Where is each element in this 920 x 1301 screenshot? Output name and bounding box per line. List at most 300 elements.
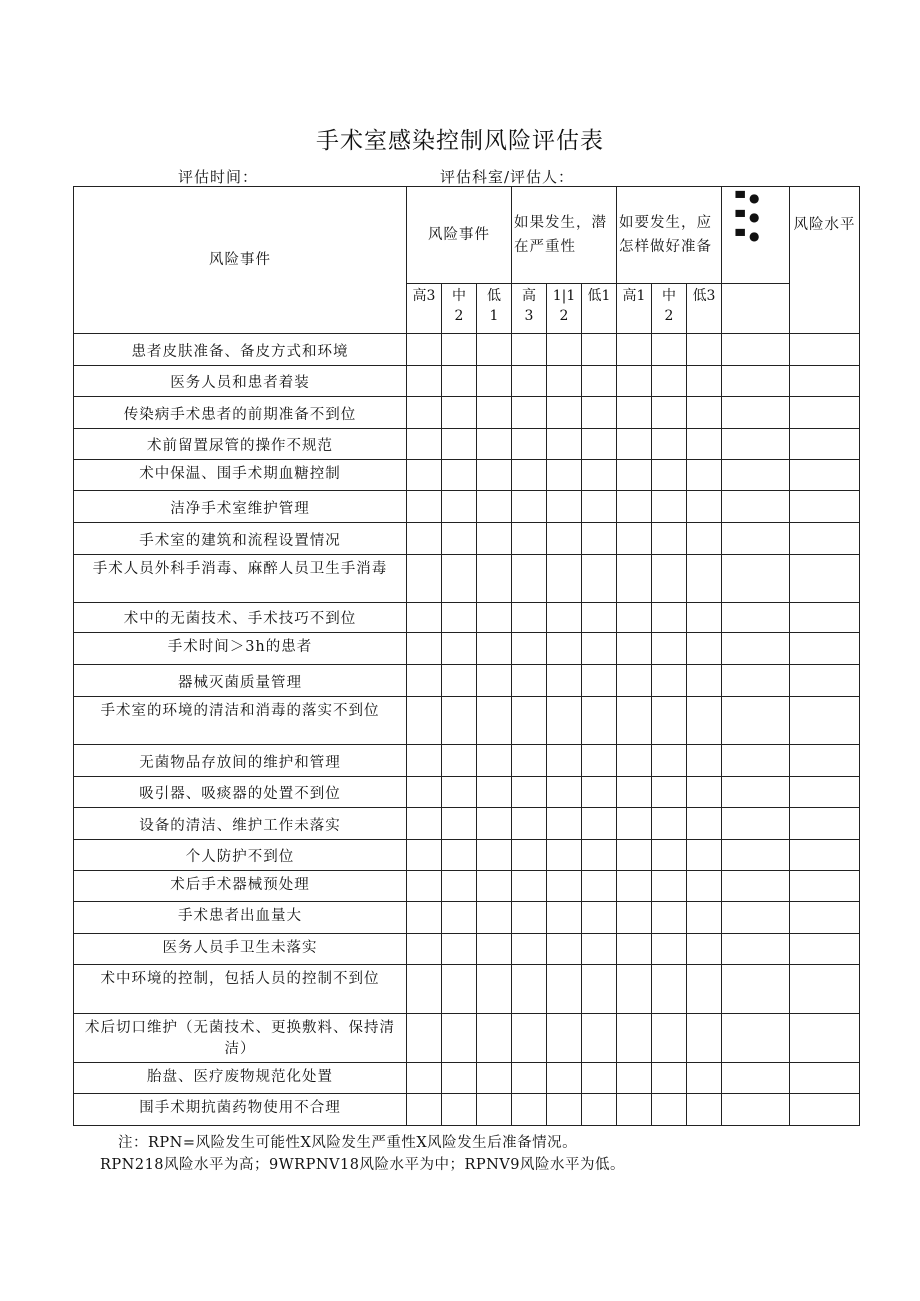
score-cell[interactable] [407,429,442,460]
score-cell[interactable] [722,1014,790,1063]
score-cell[interactable] [442,633,477,665]
score-cell[interactable] [617,555,652,603]
score-cell[interactable] [407,777,442,808]
table-row [74,397,860,429]
score-cell[interactable] [652,1014,687,1063]
table-row [74,871,860,902]
score-cell[interactable] [477,366,512,397]
score-cell[interactable] [547,697,582,745]
risk-event-cell: 术中的无菌技术、手术技巧不到位 [74,603,407,633]
score-cell[interactable] [547,840,582,871]
score-cell[interactable] [687,1094,722,1126]
score-cell[interactable] [722,555,790,603]
score-cell[interactable] [477,840,512,871]
score-cell[interactable] [617,334,652,366]
score-cell[interactable] [652,491,687,523]
score-cell[interactable] [477,633,512,665]
score-cell[interactable] [722,934,790,965]
table-row [74,523,860,555]
score-cell[interactable] [790,366,860,397]
score-cell[interactable] [407,1063,442,1094]
score-cell[interactable] [512,397,547,429]
score-cell[interactable] [687,1063,722,1094]
score-cell[interactable] [652,460,687,491]
score-cell[interactable] [617,366,652,397]
score-cell[interactable] [442,334,477,366]
score-cell[interactable] [477,934,512,965]
score-cell[interactable] [790,697,860,745]
score-cell[interactable] [547,555,582,603]
score-cell[interactable] [790,840,860,871]
score-cell[interactable] [722,1094,790,1126]
score-cell[interactable] [477,697,512,745]
risk-event-cell: 术中环境的控制，包括人员的控制不到位 [74,965,407,1014]
score-cell[interactable] [790,777,860,808]
score-cell[interactable] [547,603,582,633]
score-cell[interactable] [512,633,547,665]
score-cell[interactable] [790,523,860,555]
score-cell[interactable] [582,808,617,840]
score-cell[interactable] [582,697,617,745]
score-cell[interactable] [722,523,790,555]
score-cell[interactable] [512,523,547,555]
sub-header-severity-mid: 1|1 2 [547,284,582,334]
score-cell[interactable] [617,965,652,1014]
score-cell[interactable] [477,603,512,633]
score-cell[interactable] [687,429,722,460]
score-cell[interactable] [512,777,547,808]
score-cell[interactable] [652,429,687,460]
score-cell[interactable] [722,965,790,1014]
table-row [74,965,860,1014]
score-cell[interactable] [442,523,477,555]
score-cell[interactable] [407,1094,442,1126]
score-cell[interactable] [652,633,687,665]
score-cell[interactable] [582,1014,617,1063]
score-cell[interactable] [790,965,860,1014]
header-severity-group: 如果发生，潜在严重性 [512,187,617,284]
score-cell[interactable] [687,934,722,965]
dot-marks-icon: ▀ ● ▀ ● ▀ ● [735,191,760,243]
score-cell[interactable] [407,965,442,1014]
score-cell[interactable] [617,934,652,965]
score-cell[interactable] [547,777,582,808]
risk-event-cell: 术前留置尿管的操作不规范 [74,429,407,460]
risk-event-cell: 传染病手术患者的前期准备不到位 [74,397,407,429]
header-blank-group [722,187,790,284]
score-cell[interactable] [617,1014,652,1063]
score-cell[interactable] [512,665,547,697]
score-cell[interactable] [687,460,722,491]
table-row [74,1094,860,1126]
score-cell[interactable] [582,633,617,665]
score-cell[interactable] [442,1063,477,1094]
risk-event-cell: 洁净手术室维护管理 [74,491,407,523]
score-cell[interactable] [477,902,512,934]
score-cell[interactable] [652,523,687,555]
score-cell[interactable] [652,1063,687,1094]
score-cell[interactable] [790,603,860,633]
table-row [74,902,860,934]
score-cell[interactable] [442,745,477,777]
score-cell[interactable] [477,1063,512,1094]
score-cell[interactable] [790,1014,860,1063]
score-cell[interactable] [722,366,790,397]
score-cell[interactable] [652,397,687,429]
score-cell[interactable] [407,745,442,777]
score-cell[interactable] [687,555,722,603]
score-cell[interactable] [722,633,790,665]
score-cell[interactable] [442,366,477,397]
score-cell[interactable] [582,665,617,697]
score-cell[interactable] [687,334,722,366]
score-cell[interactable] [477,460,512,491]
score-cell[interactable] [512,808,547,840]
score-cell[interactable] [582,840,617,871]
score-cell[interactable] [582,555,617,603]
score-cell[interactable] [512,902,547,934]
score-cell[interactable] [407,460,442,491]
score-cell[interactable] [652,840,687,871]
score-cell[interactable] [722,397,790,429]
score-cell[interactable] [687,871,722,902]
score-cell[interactable] [442,555,477,603]
score-cell[interactable] [477,555,512,603]
score-cell[interactable] [477,745,512,777]
score-cell[interactable] [790,460,860,491]
score-cell[interactable] [582,745,617,777]
score-cell[interactable] [477,808,512,840]
score-cell[interactable] [407,665,442,697]
score-cell[interactable] [617,902,652,934]
score-cell[interactable] [512,1094,547,1126]
score-cell[interactable] [477,965,512,1014]
score-cell[interactable] [582,1094,617,1126]
score-cell[interactable] [407,633,442,665]
score-cell[interactable] [722,603,790,633]
score-cell[interactable] [687,777,722,808]
score-cell[interactable] [547,491,582,523]
risk-event-cell: 胎盘、医疗废物规范化处置 [74,1063,407,1094]
sub-header-severity-low: 低1 [582,284,617,334]
score-cell[interactable] [442,697,477,745]
score-cell[interactable] [652,366,687,397]
score-cell[interactable] [442,840,477,871]
score-cell[interactable] [442,429,477,460]
score-cell[interactable] [687,491,722,523]
table-row [74,1014,860,1063]
score-cell[interactable] [617,697,652,745]
score-cell[interactable] [477,871,512,902]
score-cell[interactable] [790,491,860,523]
score-cell[interactable] [617,871,652,902]
score-cell[interactable] [442,777,477,808]
score-cell[interactable] [687,603,722,633]
header-prepare-group: 如要发生，应怎样做好准备 [617,187,722,284]
score-cell[interactable] [687,397,722,429]
sub-header-prepare-mid: 中 2 [652,284,687,334]
score-cell[interactable] [722,665,790,697]
score-cell[interactable] [477,491,512,523]
risk-event-cell: 手术室的建筑和流程设置情况 [74,523,407,555]
score-cell[interactable] [477,334,512,366]
score-cell[interactable] [790,633,860,665]
score-cell[interactable] [442,460,477,491]
note-rpn-levels: RPN218风险水平为高；9WRPNV18风险水平为中；RPNV9风险水平为低。 [100,1157,626,1173]
score-cell[interactable] [652,555,687,603]
score-cell[interactable] [687,523,722,555]
score-cell[interactable] [477,429,512,460]
risk-event-cell: 吸引器、吸痰器的处置不到位 [74,777,407,808]
score-cell[interactable] [687,745,722,777]
score-cell[interactable] [512,840,547,871]
score-cell[interactable] [547,460,582,491]
score-cell[interactable] [547,1063,582,1094]
score-cell[interactable] [722,871,790,902]
score-cell[interactable] [617,840,652,871]
risk-event-cell: 术后手术器械预处理 [74,871,407,902]
score-cell[interactable] [582,1063,617,1094]
risk-event-cell: 器械灭菌质量管理 [74,665,407,697]
score-cell[interactable] [790,808,860,840]
score-cell[interactable] [512,697,547,745]
score-cell[interactable] [617,633,652,665]
risk-event-cell: 术中保温、围手术期血糖控制 [74,460,407,491]
score-cell[interactable] [582,366,617,397]
score-cell[interactable] [407,871,442,902]
score-cell[interactable] [652,1094,687,1126]
score-cell[interactable] [652,745,687,777]
score-cell[interactable] [617,523,652,555]
score-cell[interactable] [442,397,477,429]
score-cell[interactable] [790,1094,860,1126]
score-cell[interactable] [407,934,442,965]
score-cell[interactable] [442,965,477,1014]
score-cell[interactable] [547,633,582,665]
score-cell[interactable] [547,334,582,366]
score-cell[interactable] [512,366,547,397]
score-cell[interactable] [512,965,547,1014]
score-cell[interactable] [407,334,442,366]
score-cell[interactable] [652,871,687,902]
score-cell[interactable] [512,460,547,491]
score-cell[interactable] [582,491,617,523]
score-cell[interactable] [790,871,860,902]
score-cell[interactable] [722,334,790,366]
score-cell[interactable] [407,397,442,429]
score-cell[interactable] [512,1014,547,1063]
score-cell[interactable] [617,745,652,777]
score-cell[interactable] [652,665,687,697]
score-cell[interactable] [790,934,860,965]
score-cell[interactable] [407,523,442,555]
sub-header-prepare-low: 低3 [687,284,722,334]
score-cell[interactable] [790,397,860,429]
score-cell[interactable] [477,777,512,808]
score-cell[interactable] [547,902,582,934]
score-cell[interactable] [512,871,547,902]
score-cell[interactable] [617,1094,652,1126]
score-cell[interactable] [687,1014,722,1063]
score-cell[interactable] [477,523,512,555]
score-cell[interactable] [722,1063,790,1094]
score-cell[interactable] [477,1094,512,1126]
table-row [74,334,860,366]
table-row [74,491,860,523]
score-cell[interactable] [687,366,722,397]
table-row [74,808,860,840]
score-cell[interactable] [687,902,722,934]
score-cell[interactable] [617,1063,652,1094]
score-cell[interactable] [407,840,442,871]
score-cell[interactable] [652,603,687,633]
score-cell[interactable] [722,491,790,523]
score-cell[interactable] [790,665,860,697]
score-cell[interactable] [407,491,442,523]
score-cell[interactable] [652,934,687,965]
score-cell[interactable] [582,871,617,902]
score-cell[interactable] [407,697,442,745]
score-cell[interactable] [547,397,582,429]
score-cell[interactable] [547,1094,582,1126]
score-cell[interactable] [547,934,582,965]
score-cell[interactable] [722,460,790,491]
score-cell[interactable] [722,745,790,777]
score-cell[interactable] [407,555,442,603]
score-cell[interactable] [617,777,652,808]
score-cell[interactable] [407,366,442,397]
table-row [74,697,860,745]
score-cell[interactable] [582,902,617,934]
risk-event-cell: 手术人员外科手消毒、麻醉人员卫生手消毒 [74,555,407,603]
assessment-time-label: 评估时间： [178,168,259,186]
score-cell[interactable] [652,777,687,808]
score-cell[interactable] [687,665,722,697]
score-cell[interactable] [617,665,652,697]
score-cell[interactable] [512,745,547,777]
score-cell[interactable] [512,334,547,366]
score-cell[interactable] [547,871,582,902]
score-cell[interactable] [442,491,477,523]
score-cell[interactable] [547,523,582,555]
risk-event-cell: 围手术期抗菌药物使用不合理 [74,1094,407,1126]
score-cell[interactable] [790,429,860,460]
score-cell[interactable] [512,934,547,965]
score-cell[interactable] [722,808,790,840]
score-cell[interactable] [687,808,722,840]
table-row [74,1063,860,1094]
score-cell[interactable] [652,334,687,366]
table-row [74,633,860,665]
score-cell[interactable] [547,745,582,777]
score-cell[interactable] [687,697,722,745]
score-cell[interactable] [582,397,617,429]
score-cell[interactable] [790,1063,860,1094]
score-cell[interactable] [582,429,617,460]
score-cell[interactable] [442,934,477,965]
note-rpn-formula: 注：RPN=风险发生可能性X风险发生严重性X风险发生后准备情况。 [118,1135,578,1151]
score-cell[interactable] [722,902,790,934]
score-cell[interactable] [790,902,860,934]
score-cell[interactable] [442,902,477,934]
score-cell[interactable] [547,965,582,1014]
page-title: 手术室感染控制风险评估表 [316,128,604,154]
score-cell[interactable] [512,491,547,523]
risk-event-cell: 术后切口维护（无菌技术、更换敷料、保持清洁） [74,1014,407,1063]
score-cell[interactable] [652,902,687,934]
score-cell[interactable] [617,603,652,633]
risk-event-cell: 手术患者出血量大 [74,902,407,934]
score-cell[interactable] [442,603,477,633]
score-cell[interactable] [547,366,582,397]
score-cell[interactable] [442,871,477,902]
score-cell[interactable] [512,603,547,633]
score-cell[interactable] [652,697,687,745]
score-cell[interactable] [512,555,547,603]
score-cell[interactable] [617,429,652,460]
score-cell[interactable] [512,429,547,460]
score-cell[interactable] [547,1014,582,1063]
score-cell[interactable] [687,965,722,1014]
score-cell[interactable] [722,840,790,871]
score-cell[interactable] [790,334,860,366]
score-cell[interactable] [477,665,512,697]
score-cell[interactable] [617,491,652,523]
score-cell[interactable] [652,808,687,840]
score-cell[interactable] [477,397,512,429]
score-cell[interactable] [617,808,652,840]
score-cell[interactable] [442,1094,477,1126]
score-cell[interactable] [512,1063,547,1094]
score-cell[interactable] [442,808,477,840]
score-cell[interactable] [407,902,442,934]
score-cell[interactable] [547,665,582,697]
score-cell[interactable] [790,745,860,777]
score-cell[interactable] [407,808,442,840]
score-cell[interactable] [617,397,652,429]
risk-event-cell: 设备的清洁、维护工作未落实 [74,808,407,840]
score-cell[interactable] [582,334,617,366]
score-cell[interactable] [547,429,582,460]
score-cell[interactable] [617,460,652,491]
score-cell[interactable] [582,965,617,1014]
score-cell[interactable] [582,934,617,965]
sub-header-severity-high: 高 3 [512,284,547,334]
sub-header-low: 低 1 [477,284,512,334]
risk-event-cell: 患者皮肤准备、备皮方式和环境 [74,334,407,366]
risk-event-cell: 无菌物品存放间的维护和管理 [74,745,407,777]
score-cell[interactable] [582,460,617,491]
score-cell[interactable] [790,555,860,603]
score-cell[interactable] [722,429,790,460]
score-cell[interactable] [687,840,722,871]
score-cell[interactable] [442,1014,477,1063]
score-cell[interactable] [582,777,617,808]
score-cell[interactable] [722,777,790,808]
score-cell[interactable] [722,697,790,745]
score-cell[interactable] [547,808,582,840]
score-cell[interactable] [652,965,687,1014]
score-cell[interactable] [582,523,617,555]
score-cell[interactable] [407,1014,442,1063]
risk-event-cell: 医务人员和患者着装 [74,366,407,397]
sub-header-high: 高3 [407,284,442,334]
score-cell[interactable] [442,665,477,697]
score-cell[interactable] [407,603,442,633]
score-cell[interactable] [687,633,722,665]
score-cell[interactable] [582,603,617,633]
score-cell[interactable] [477,1014,512,1063]
